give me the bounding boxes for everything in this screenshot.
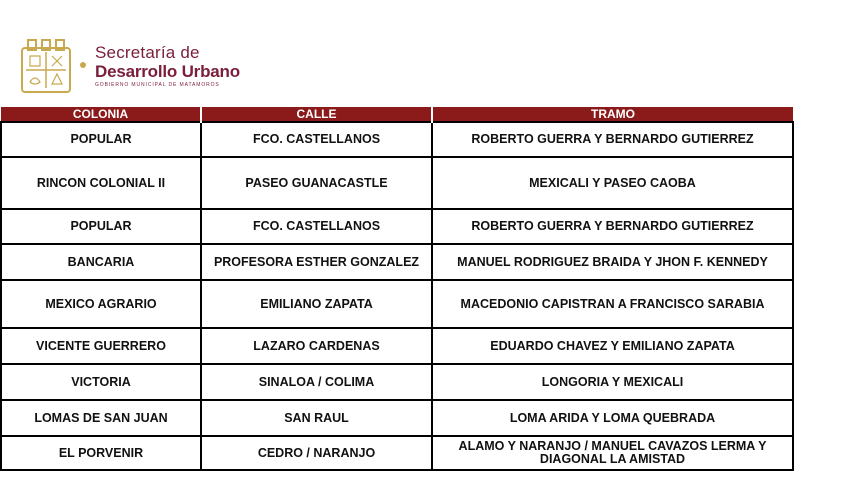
cell-tramo: ROBERTO GUERRA Y BERNARDO GUTIERREZ	[432, 209, 793, 244]
cell-colonia: MEXICO AGRARIO	[1, 280, 201, 328]
table-header-row	[1, 107, 793, 122]
cell-colonia: POPULAR	[1, 209, 201, 244]
cell-colonia: LOMAS DE SAN JUAN	[1, 400, 201, 436]
cell-calle: EMILIANO ZAPATA	[201, 280, 432, 328]
cell-tramo: MACEDONIO CAPISTRAN A FRANCISCO SARABIA	[432, 280, 793, 328]
brand-subtitle: GOBIERNO MUNICIPAL DE MATAMOROS	[95, 82, 220, 88]
table-row	[1, 328, 793, 364]
cell-calle: FCO. CASTELLANOS	[201, 209, 432, 244]
document-header	[0, 0, 851, 106]
column-header-calle: CALLE	[201, 107, 432, 122]
cell-colonia: VICTORIA	[1, 364, 201, 400]
logo-separator-dot	[80, 62, 86, 68]
cell-tramo: LONGORIA Y MEXICALI	[432, 364, 793, 400]
cell-calle: LAZARO CARDENAS	[201, 328, 432, 364]
brand-title-line1: Secretaría de	[95, 43, 200, 62]
table-row	[1, 244, 793, 280]
table-row	[1, 157, 793, 209]
cell-colonia: RINCON COLONIAL II	[1, 157, 201, 209]
cell-calle: CEDRO / NARANJO	[201, 436, 432, 470]
streets-table	[0, 107, 794, 471]
cell-colonia: EL PORVENIR	[1, 436, 201, 470]
cell-colonia: BANCARIA	[1, 244, 201, 280]
cell-colonia: POPULAR	[1, 122, 201, 157]
cell-tramo: ALAMO Y NARANJO / MANUEL CAVAZOS LERMA Y DIAGONAL LA AMISTAD	[432, 436, 793, 470]
cell-calle: SAN RAUL	[201, 400, 432, 436]
table-row	[1, 209, 793, 244]
cell-calle: PASEO GUANACASTLE	[201, 157, 432, 209]
brand-title-line2: Desarrollo Urbano	[95, 62, 240, 81]
cell-tramo: EDUARDO CHAVEZ Y EMILIANO ZAPATA	[432, 328, 793, 364]
cell-colonia: VICENTE GUERRERO	[1, 328, 201, 364]
cell-tramo: ROBERTO GUERRA Y BERNARDO GUTIERREZ	[432, 122, 793, 157]
cell-calle: PROFESORA ESTHER GONZALEZ	[201, 244, 432, 280]
table-row	[1, 400, 793, 436]
cell-calle: SINALOA / COLIMA	[201, 364, 432, 400]
brand-block	[95, 44, 240, 88]
column-header-tramo: TRAMO	[432, 107, 793, 122]
column-header-colonia: COLONIA	[1, 107, 201, 122]
cell-tramo: LOMA ARIDA Y LOMA QUEBRADA	[432, 400, 793, 436]
table-row	[1, 122, 793, 157]
cell-calle: FCO. CASTELLANOS	[201, 122, 432, 157]
cell-tramo: MEXICALI Y PASEO CAOBA	[432, 157, 793, 209]
streets-table-container	[0, 107, 792, 471]
table-row	[1, 436, 793, 470]
table-row	[1, 280, 793, 328]
cell-tramo: MANUEL RODRIGUEZ BRAIDA Y JHON F. KENNEDY	[432, 244, 793, 280]
table-row	[1, 364, 793, 400]
municipal-seal-icon	[20, 38, 72, 94]
